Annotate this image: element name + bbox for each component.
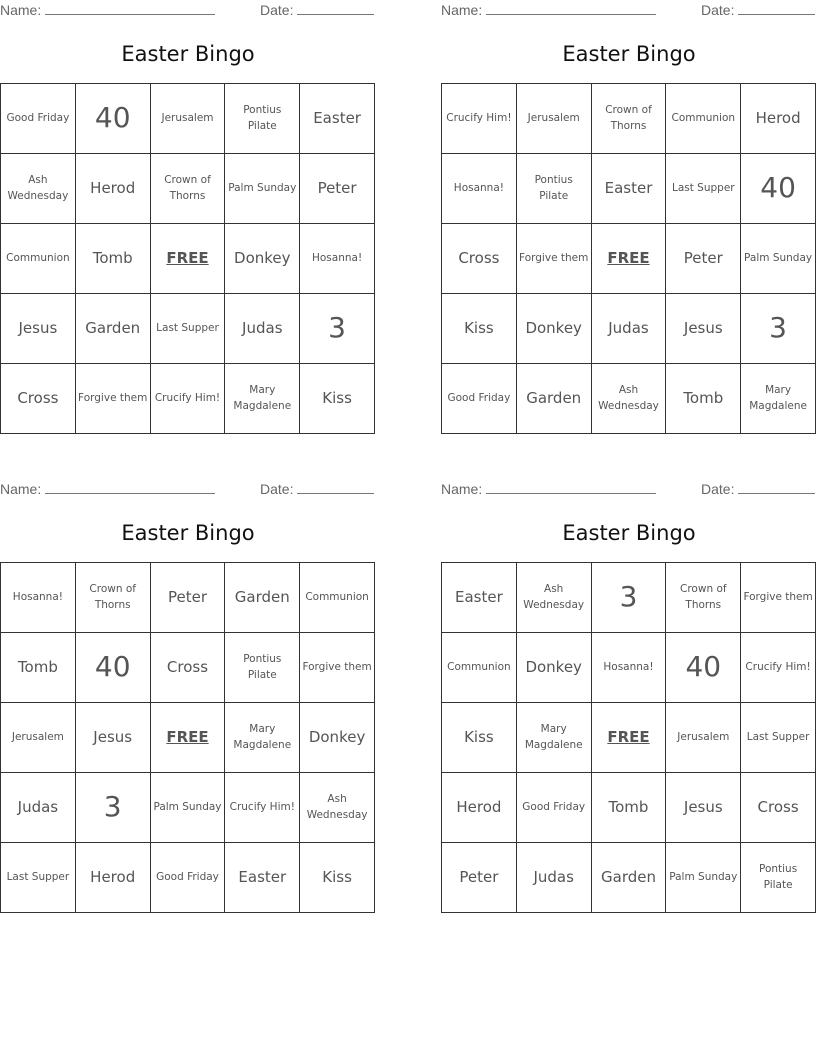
bingo-cell: Last Supper — [741, 703, 816, 773]
date-field — [260, 481, 374, 497]
bingo-cell: 40 — [666, 633, 741, 703]
bingo-cell: Jesus — [1, 294, 76, 364]
bingo-cell: Hosanna! — [1, 563, 76, 633]
bingo-cell: Peter — [666, 224, 741, 294]
card-header — [0, 479, 376, 501]
bingo-grid — [441, 562, 816, 913]
bingo-cell: Easter — [300, 84, 375, 154]
card-header — [0, 0, 376, 22]
bingo-cell: Crucify Him! — [741, 633, 816, 703]
name-field — [441, 2, 656, 18]
bingo-cell: 40 — [76, 633, 151, 703]
bingo-cell: Last Supper — [1, 843, 76, 913]
bingo-cell: Good Friday — [442, 364, 517, 434]
bingo-cell: Crown of Thorns — [76, 563, 151, 633]
bingo-cell: Last Supper — [666, 154, 741, 224]
name-label: Name: — [441, 2, 483, 18]
bingo-cell: Jerusalem — [1, 703, 76, 773]
date-label: Date: — [260, 481, 294, 497]
bingo-cell: Good Friday — [1, 84, 76, 154]
name-field — [441, 481, 656, 497]
bingo-cell: Ash Wednesday — [592, 364, 667, 434]
bingo-cell: Forgive them — [517, 224, 592, 294]
bingo-cell: Pontius Pilate — [517, 154, 592, 224]
bingo-cell: Peter — [300, 154, 375, 224]
bingo-cell: Jerusalem — [666, 703, 741, 773]
bingo-cell: Garden — [517, 364, 592, 434]
bingo-cell: Jesus — [666, 294, 741, 364]
bingo-cell: Kiss — [442, 703, 517, 773]
date-field — [701, 481, 815, 497]
bingo-cell: Kiss — [442, 294, 517, 364]
bingo-cell: Crown of Thorns — [666, 563, 741, 633]
bingo-cell: Cross — [1, 364, 76, 434]
bingo-cell: Jesus — [76, 703, 151, 773]
bingo-cell: Palm Sunday — [151, 773, 226, 843]
bingo-cell: 40 — [76, 84, 151, 154]
bingo-cell: Garden — [592, 843, 667, 913]
bingo-cell: Jerusalem — [517, 84, 592, 154]
bingo-cell: Peter — [442, 843, 517, 913]
bingo-cell: Donkey — [300, 703, 375, 773]
bingo-cell: Herod — [76, 154, 151, 224]
bingo-cell: Tomb — [592, 773, 667, 843]
bingo-cell: Mary Magdalene — [225, 703, 300, 773]
bingo-cell: Palm Sunday — [225, 154, 300, 224]
bingo-cell: Garden — [76, 294, 151, 364]
bingo-cell: Donkey — [517, 633, 592, 703]
bingo-cell: Forgive them — [76, 364, 151, 434]
bingo-cell: Palm Sunday — [741, 224, 816, 294]
date-label: Date: — [260, 2, 294, 18]
bingo-cell: Cross — [442, 224, 517, 294]
date-blank-line[interactable] — [738, 2, 815, 15]
bingo-cell: Good Friday — [151, 843, 226, 913]
bingo-cell: Palm Sunday — [666, 843, 741, 913]
bingo-cell: Crucify Him! — [442, 84, 517, 154]
bingo-cell: Judas — [592, 294, 667, 364]
bingo-grid — [0, 562, 375, 913]
bingo-cell: Mary Magdalene — [741, 364, 816, 434]
bingo-cell: Forgive them — [741, 563, 816, 633]
bingo-cell: Peter — [151, 563, 226, 633]
name-blank-line[interactable] — [486, 2, 656, 15]
bingo-card-3 — [0, 479, 376, 886]
bingo-cell: Hosanna! — [442, 154, 517, 224]
bingo-cell: Judas — [517, 843, 592, 913]
bingo-cell: Herod — [741, 84, 816, 154]
name-blank-line[interactable] — [45, 481, 215, 494]
bingo-cell: Communion — [666, 84, 741, 154]
bingo-card-4 — [441, 479, 816, 891]
bingo-cell: Jesus — [666, 773, 741, 843]
card-title: Easter Bingo — [562, 521, 696, 545]
bingo-cell: Crucify Him! — [151, 364, 226, 434]
bingo-cell: 3 — [592, 563, 667, 633]
date-blank-line[interactable] — [297, 2, 374, 15]
bingo-cell: Communion — [442, 633, 517, 703]
bingo-grid — [0, 83, 375, 434]
bingo-cell: Jerusalem — [151, 84, 226, 154]
date-field — [701, 2, 815, 18]
date-blank-line[interactable] — [738, 481, 815, 494]
bingo-cell: Hosanna! — [592, 633, 667, 703]
card-title: Easter Bingo — [121, 521, 255, 545]
free-space-cell: FREE — [592, 224, 667, 294]
bingo-cell: 3 — [741, 294, 816, 364]
bingo-cell: Crucify Him! — [225, 773, 300, 843]
bingo-cell: Forgive them — [300, 633, 375, 703]
bingo-cell: Last Supper — [151, 294, 226, 364]
bingo-cell: Judas — [225, 294, 300, 364]
free-space-cell: FREE — [151, 224, 226, 294]
bingo-cell: Kiss — [300, 843, 375, 913]
bingo-cell: 3 — [76, 773, 151, 843]
bingo-cell: Crown of Thorns — [592, 84, 667, 154]
bingo-cell: Pontius Pilate — [225, 84, 300, 154]
date-label: Date: — [701, 481, 735, 497]
free-space-cell: FREE — [592, 703, 667, 773]
bingo-card-1 — [0, 0, 376, 412]
bingo-cell: 40 — [741, 154, 816, 224]
card-header — [441, 479, 816, 501]
bingo-cell: Good Friday — [517, 773, 592, 843]
name-label: Name: — [0, 2, 42, 18]
bingo-cell: Tomb — [76, 224, 151, 294]
bingo-cell: Communion — [300, 563, 375, 633]
bingo-cell: Ash Wednesday — [300, 773, 375, 843]
bingo-cell: Kiss — [300, 364, 375, 434]
bingo-cell: Pontius Pilate — [225, 633, 300, 703]
date-blank-line[interactable] — [297, 481, 374, 494]
bingo-cell: Donkey — [225, 224, 300, 294]
bingo-cell: 3 — [300, 294, 375, 364]
bingo-cell: Cross — [151, 633, 226, 703]
bingo-cell: Herod — [442, 773, 517, 843]
bingo-cell: Hosanna! — [300, 224, 375, 294]
bingo-cell: Pontius Pilate — [741, 843, 816, 913]
name-field — [0, 481, 215, 497]
bingo-cell: Tomb — [1, 633, 76, 703]
bingo-cell: Tomb — [666, 364, 741, 434]
free-space-cell: FREE — [151, 703, 226, 773]
bingo-cell: Crown of Thorns — [151, 154, 226, 224]
bingo-cell: Cross — [741, 773, 816, 843]
bingo-cell: Garden — [225, 563, 300, 633]
bingo-cell: Ash Wednesday — [517, 563, 592, 633]
bingo-cell: Donkey — [517, 294, 592, 364]
date-field — [260, 2, 374, 18]
name-label: Name: — [0, 481, 42, 497]
bingo-cell: Communion — [1, 224, 76, 294]
date-label: Date: — [701, 2, 735, 18]
bingo-cell: Herod — [76, 843, 151, 913]
name-label: Name: — [441, 481, 483, 497]
bingo-cell: Mary Magdalene — [225, 364, 300, 434]
card-title: Easter Bingo — [121, 42, 255, 66]
bingo-cell: Easter — [442, 563, 517, 633]
bingo-grid — [441, 83, 816, 434]
name-field — [0, 2, 215, 18]
bingo-cell: Judas — [1, 773, 76, 843]
name-blank-line[interactable] — [486, 481, 656, 494]
card-header — [441, 0, 816, 22]
bingo-cell: Easter — [225, 843, 300, 913]
bingo-card-2 — [441, 0, 816, 412]
card-title: Easter Bingo — [562, 42, 696, 66]
bingo-cell: Easter — [592, 154, 667, 224]
bingo-cell: Ash Wednesday — [1, 154, 76, 224]
bingo-cell: Mary Magdalene — [517, 703, 592, 773]
name-blank-line[interactable] — [45, 2, 215, 15]
